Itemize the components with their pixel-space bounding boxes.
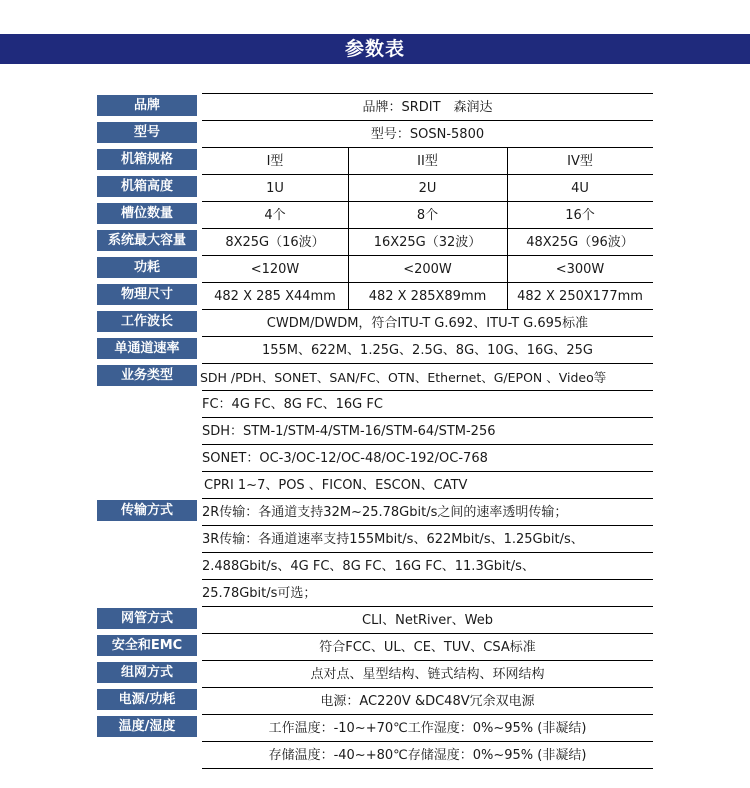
service-line: SDH：STM-1/STM-4/STM-16/STM-64/STM-256 — [202, 424, 496, 439]
label-rate: 单通道速率 — [97, 338, 197, 359]
label-size: 物理尺寸 — [97, 284, 197, 305]
supply-value: 电源：AC220V &DC48V冗余双电源 — [320, 694, 535, 709]
label-networking: 组网方式 — [97, 662, 197, 683]
label-chassis: 机箱规格 — [97, 149, 197, 170]
label-capacity: 系统最大容量 — [97, 230, 197, 251]
brand-value: 品牌：SRDIT 森润达 — [362, 100, 493, 115]
rate-value: 155M、622M、1.25G、2.5G、8G、10G、16G、25G — [261, 343, 594, 358]
transmission-line: 3R传输：各通道速率支持155Mbit/s、622Mbit/s、1.25Gbit/s、 — [202, 532, 584, 547]
safety-value: 符合FCC、UL、CE、TUV、CSA标准 — [319, 640, 536, 655]
capacity-1: 8X25G（16波） — [225, 235, 325, 250]
size-1: 482 X 285 X44mm — [214, 289, 336, 304]
model-value: 型号：SOSN-5800 — [370, 127, 485, 142]
management-value: CLI、NetRiver、Web — [362, 613, 493, 628]
transmission-line: 2.488Gbit/s、4G FC、8G FC、16G FC、11.3Gbit/s、 — [202, 559, 535, 574]
size-3: 482 X 250X177mm — [517, 289, 643, 304]
label-model: 型号 — [97, 122, 197, 143]
label-transmission: 传输方式 — [97, 500, 197, 521]
page-title: 参数表 — [0, 34, 750, 64]
label-service: 业务类型 — [97, 365, 197, 386]
label-safety: 安全和EMC — [97, 635, 197, 656]
chassis-type-2: II型 — [417, 154, 438, 169]
capacity-3: 48X25G（96波） — [526, 235, 634, 250]
service-line: SDH /PDH、SONET、SAN/FC、OTN、Ethernet、G/EPON 、Video等 — [200, 370, 607, 385]
power-1: <120W — [250, 262, 300, 277]
service-line: FC：4G FC、8G FC、16G FC — [202, 397, 383, 412]
power-2: <200W — [403, 262, 452, 277]
temperature-operating: 工作温度：-10~+70℃工作湿度：0%~95% (非凝结) — [268, 721, 587, 736]
height-1: 1U — [266, 181, 284, 196]
label-management: 网管方式 — [97, 608, 197, 629]
label-height: 机箱高度 — [97, 176, 197, 197]
capacity-2: 16X25G（32波） — [373, 235, 482, 250]
label-power: 功耗 — [97, 257, 197, 278]
label-temperature: 温度/湿度 — [97, 716, 197, 737]
slots-2: 8个 — [416, 208, 439, 223]
wavelength-value: CWDM/DWDM，符合ITU-T G.692、ITU-T G.695标准 — [266, 316, 589, 331]
size-2: 482 X 285X89mm — [368, 289, 487, 304]
chassis-type-4: IV型 — [567, 154, 593, 169]
slots-1: 4个 — [264, 208, 286, 223]
label-slots: 槽位数量 — [97, 203, 197, 224]
label-brand: 品牌 — [97, 95, 197, 116]
height-3: 4U — [571, 181, 589, 196]
height-2: 2U — [418, 181, 437, 196]
label-wavelength: 工作波长 — [97, 311, 197, 332]
temperature-storage: 存储温度：-40~+80℃存储湿度：0%~95% (非凝结) — [268, 748, 587, 763]
service-line: CPRI 1~7、POS 、FICON、ESCON、CATV — [204, 478, 468, 493]
power-3: <300W — [555, 262, 605, 277]
transmission-line: 25.78Gbit/s可选； — [202, 586, 317, 601]
label-supply: 电源/功耗 — [97, 689, 197, 710]
slots-3: 16个 — [565, 208, 595, 223]
service-line: SONET：OC-3/OC-12/OC-48/OC-192/OC-768 — [202, 451, 488, 466]
networking-value: 点对点、星型结构、链式结构、环网结构 — [310, 667, 545, 682]
chassis-type-1: I型 — [266, 154, 284, 169]
transmission-line: 2R传输：各通道支持32M~25.78Gbit/s之间的速率透明传输； — [202, 505, 568, 520]
